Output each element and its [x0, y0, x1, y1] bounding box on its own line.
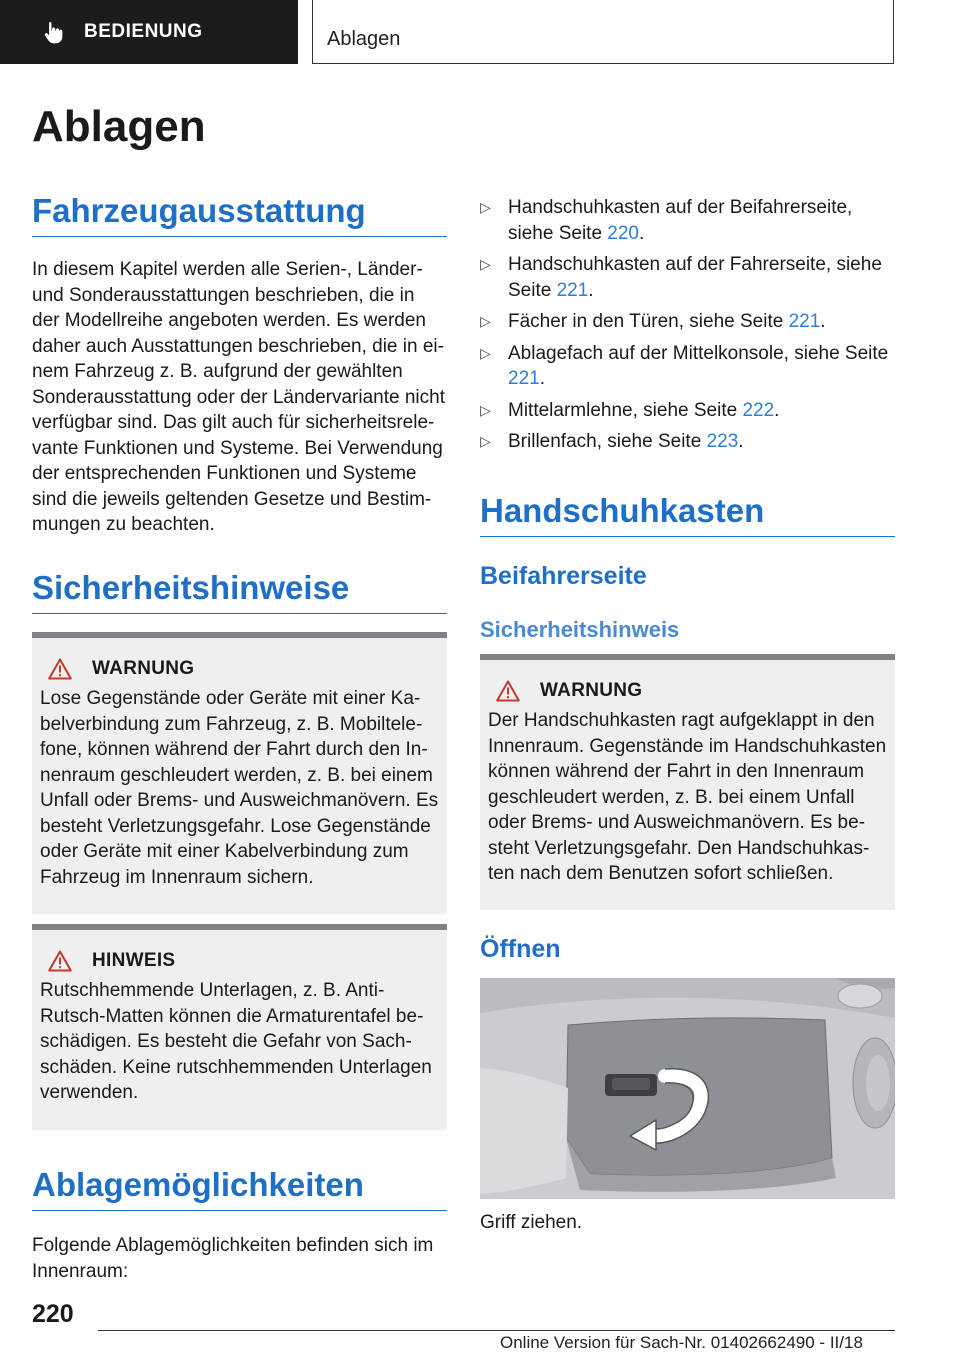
page-link[interactable]: 223 [706, 431, 739, 452]
warning-triangle-icon [496, 680, 520, 702]
warning-title: WARNUNG [92, 658, 195, 679]
section-text-ablagemoeglichkeiten: Folgende Ablagemöglichkeiten befinden sich im Innenraum: [32, 1235, 434, 1282]
warning-box-1 [32, 632, 447, 914]
page-number: 220 [32, 1300, 74, 1328]
section-title-sicherheitshinweise: Sicherheitshinweise [32, 569, 447, 614]
warning-header [488, 680, 887, 702]
hint-header [40, 950, 439, 972]
list-item: ▷ Handschuhkasten auf der Fahrerseite, siehe Seite 221. [480, 254, 882, 301]
subsection-title-sicherheitshinweis: Sicherheitshinweis [480, 617, 680, 642]
bullet-triangle-icon: ▷ [480, 313, 491, 329]
header-chapter-label: Ablagen [327, 28, 401, 50]
list-item: ▷ Fächer in den Türen, siehe Seite 221. [480, 309, 895, 335]
page-link[interactable]: 221 [788, 311, 821, 332]
subsection-title-beifahrerseite: Beifahrerseite [480, 562, 647, 590]
page-link[interactable]: 221 [556, 279, 589, 301]
section-title-fahrzeugausstattung: Fahrzeugausstattung [32, 192, 447, 237]
warning-triangle-icon [48, 950, 72, 972]
storage-list [480, 195, 895, 461]
hint-title: HINWEIS [92, 950, 176, 971]
hint-text: Rutschhemmende Unterlagen, z. B. Anti-Rutsch-Matten können die Armaturentafel beschädigen. Es besteht die Gefahr von Sachschäden. Keine rutschhemmenden Unterlagen verwenden. [40, 980, 432, 1103]
section-text-fahrzeugausstattung: In diesem Kapitel werden alle Serien-, Länder- und Sonderausstattungen beschrieben, die in der Modellreihe angeboten werden. Es werden daher auch Ausstattungen beschrieben, die in einem Fahrzeug z. B. aufgrund der gewählten Sonderausstattung oder der Ländervariante nicht verfügbar sind. Das gilt auch für sicherheitsrelevante Funktionen und Systeme. Bei Verwendung der entsprechenden Funktionen und Systeme sind die jeweils geltenden Gesetze und Bestimmungen zu beachten. [32, 259, 445, 535]
glovebox-drawing [480, 978, 895, 1199]
warning-text: Lose Gegenstände oder Geräte mit einer Kabelverbindung zum Fahrzeug, z. B. Mobiltelefone, können während der Fahrt durch den Innenraum geschleudert werden, z. B. bei einem Unfall oder Brems- und Ausweichmanövern. Es besteht Verletzungsgefahr. Lose Gegenstände oder Geräte mit einer Kabelverbindung zum Fahrzeug im Innenraum sichern. [40, 688, 439, 888]
warning-text: Der Handschuhkasten ragt aufgeklappt in den Innenraum. Gegenstände im Handschuhkasten können während der Fahrt in den Innenraum geschleudert werden, z. B. bei einem Unfall oder Brems- und Ausweichmanövern. Es besteht Verletzungsgefahr. Den Handschuhkasten nach dem Benutzen sofort schließen. [488, 710, 887, 884]
subsection-title-oeffnen: Öffnen [480, 935, 561, 963]
bullet-triangle-icon: ▷ [480, 401, 491, 418]
section-title-handschuhkasten: Handschuhkasten [480, 492, 895, 537]
page-link[interactable]: 220 [607, 222, 639, 244]
bullet-triangle-icon: ▷ [480, 256, 491, 272]
list-item: ▷ Mittelarmlehne, siehe Seite 222. [480, 398, 895, 424]
bullet-triangle-icon: ▷ [480, 433, 491, 449]
page-title: Ablagen [32, 102, 206, 151]
hint-box [32, 924, 447, 1130]
bullet-triangle-icon: ▷ [480, 344, 491, 361]
header-chapter-box [312, 0, 894, 64]
figure-caption: Griff ziehen. [480, 1212, 583, 1233]
list-item: ▷ Ablagefach auf der Mittelkonsole, siehe Seite 221. [480, 342, 889, 389]
bullet-triangle-icon: ▷ [480, 199, 491, 215]
list-item: ▷ Brillenfach, siehe Seite 223. [480, 429, 895, 455]
warning-box-2 [480, 654, 895, 910]
header-section-tab [0, 0, 298, 64]
warning-title: WARNUNG [540, 680, 643, 701]
glovebox-illustration [480, 978, 895, 1199]
warning-triangle-icon [48, 658, 72, 680]
section-title-ablagemoeglichkeiten: Ablagemöglichkeiten [32, 1166, 447, 1211]
header-section-label: BEDIENUNG [84, 21, 203, 42]
footer-divider [98, 1330, 895, 1331]
page-link[interactable]: 222 [742, 399, 775, 421]
page-link[interactable]: 221 [508, 368, 540, 389]
list-item: ▷ Handschuhkasten auf der Beifahrerseite, siehe Seite 220. [480, 197, 853, 244]
footer-online-version: Online Version für Sach-Nr. 01402662490 - II/18 [500, 1333, 863, 1352]
hand-pointer-icon [40, 19, 66, 45]
warning-header [40, 658, 439, 680]
